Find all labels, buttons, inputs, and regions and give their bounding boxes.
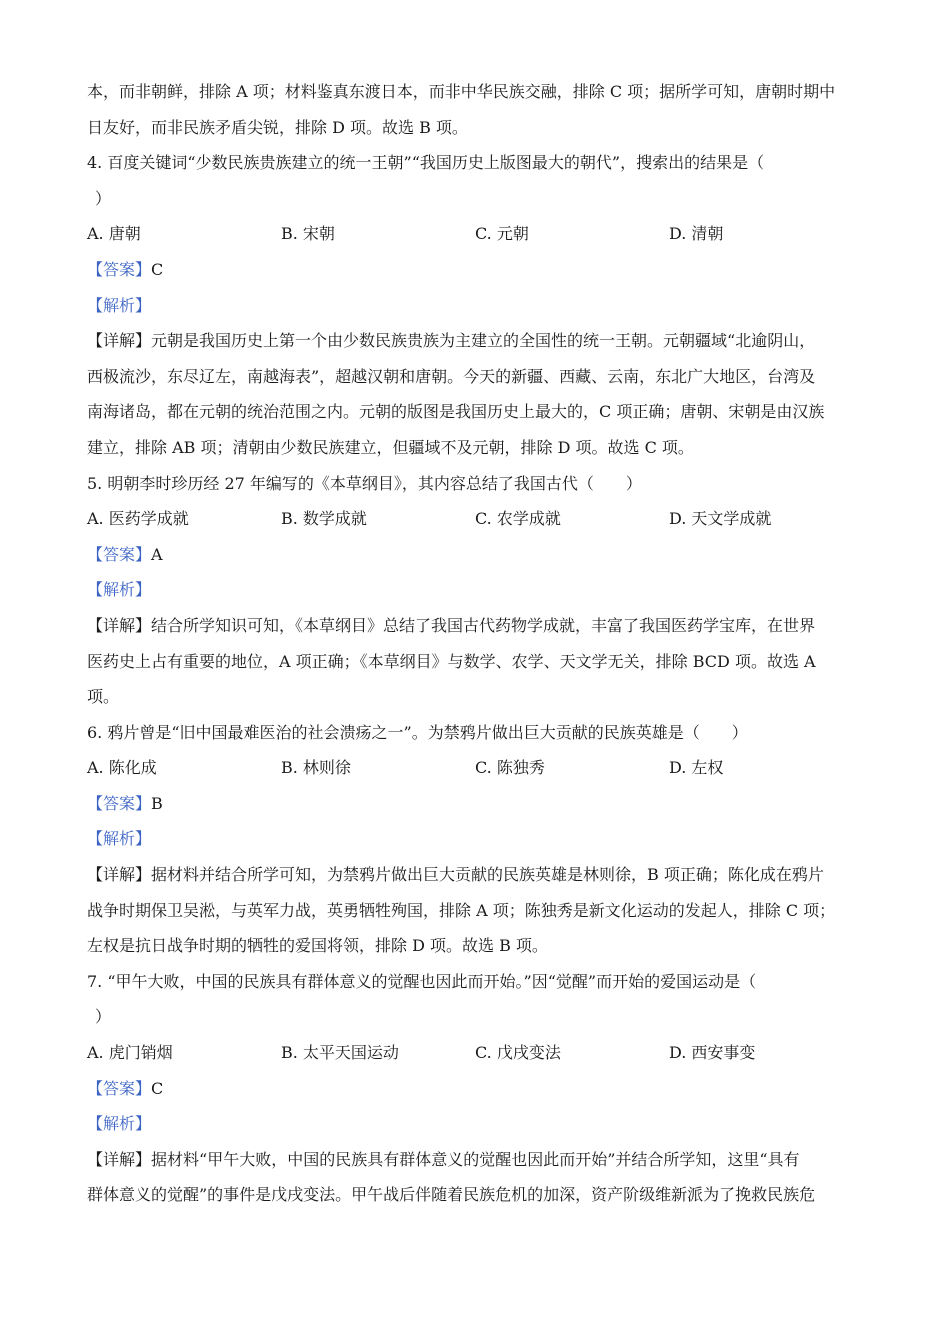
question-stem: 7. “甲午大败，中国的民族具有群体意义的觉醒也因此而开始。”因“觉醒”而开始的爱国运动是（ [87,971,757,991]
analysis-tag: 【解析】 [87,295,152,315]
analysis-tag: 【解析】 [87,1114,152,1134]
answer-value: B [151,793,163,813]
option-c: C. 陈独秀 [475,758,545,778]
detail-line: 西极流沙，东尽辽左，南越海表”，超越汉朝和唐朝。今天的新疆、西藏、云南，东北广大地区，台湾及 [87,366,816,386]
answer-tag: 【答案】 [87,259,152,279]
options-row [87,750,863,786]
question-6 [87,715,863,964]
option-c: C. 戊戌变法 [475,1043,561,1063]
detail-text: 元朝是我国历史上第一个由少数民族贵族为主建立的全国性的统一王朝。元朝疆域“北逾阴山， [151,331,816,351]
answer-value: A [151,544,163,564]
analysis-tag: 【解析】 [87,829,152,849]
answer-value: C [151,259,164,279]
question-stem: 6. 鸦片曾是“旧中国最难医治的社会溃疡之一”。为禁鸦片做出巨大贡献的民族英雄是（ ） [87,722,748,742]
option-d: D. 清朝 [669,224,724,244]
detail-line [87,323,863,359]
question-stem: ） [95,188,112,208]
document-page [87,74,863,1213]
detail-tag: 【详解】 [87,1149,152,1169]
detail-tag: 【详解】 [87,865,152,885]
detail-line: 医药史上占有重要的地位，A 项正确；《本草纲目》与数学、农学、天文学无关，排除 BCD 项。故选 A [87,651,816,671]
detail-line: 战争时期保卫吴淞，与英军力战，英勇牺牲殉国，排除 A 项；陈独秀是新文化运动的发起人，排除 C 项； [87,900,836,920]
answer-line [87,252,863,288]
option-a: A. 唐朝 [87,224,141,244]
options-row [87,501,863,537]
option-b: B. 数学成就 [281,509,367,529]
option-b: B. 林则徐 [281,758,351,778]
question-stem: 5. 明朝李时珍历经 27 年编写的《本草纲目》，其内容总结了我国古代（ ） [87,473,642,493]
option-d: D. 西安事变 [669,1043,756,1063]
answer-value: C [151,1078,164,1098]
analysis-tag: 【解析】 [87,580,152,600]
detail-line: 群体意义的觉醒”的事件是戊戌变法。甲午战后伴随着民族危机的加深，资产阶级维新派为了挽救民族危 [87,1185,816,1205]
option-a: A. 陈化成 [87,758,157,778]
detail-tag: 【详解】 [87,615,152,635]
detail-line: 项。 [87,687,120,707]
question-stem: ） [95,1007,112,1027]
detail-line: 左权是抗日战争时期的牺牲的爱国将领，排除 D 项。故选 B 项。 [87,936,548,956]
options-row [87,1035,863,1071]
option-a: A. 医药学成就 [87,509,189,529]
detail-line [87,857,863,893]
option-b: B. 太平天国运动 [281,1043,399,1063]
answer-line [87,537,863,573]
intro-line: 本，而非朝鲜，排除 A 项；材料鉴真东渡日本，而非中华民族交融，排除 C 项；据所学可知，唐朝时期中 [87,82,836,101]
detail-text: 据材料并结合所学可知，为禁鸦片做出巨大贡献的民族英雄是林则徐，B 项正确；陈化成在鸦片 [151,865,824,885]
question-5 [87,466,863,715]
detail-text: 据材料“甲午大败，中国的民族具有群体意义的觉醒也因此而开始”并结合所学知，这里“具有 [151,1149,800,1169]
option-c: C. 元朝 [475,224,529,244]
option-b: B. 宋朝 [281,224,335,244]
answer-tag: 【答案】 [87,1078,152,1098]
detail-line [87,608,863,644]
answer-tag: 【答案】 [87,793,152,813]
question-7 [87,964,863,1213]
detail-line: 南海诸岛，都在元朝的统治范围之内。元朝的版图是我国历史上最大的，C 项正确；唐朝、宋朝是由汉族 [87,402,825,422]
question-4 [87,145,863,465]
option-a: A. 虎门销烟 [87,1043,173,1063]
intro-line: 日友好，而非民族矛盾尖锐，排除 D 项。故选 B 项。 [87,117,468,137]
option-d: D. 左权 [669,758,724,778]
detail-tag: 【详解】 [87,331,152,351]
answer-line [87,786,863,822]
question-stem: 4. 百度关键词“少数民族贵族建立的统一王朝”“我国历史上版图最大的朝代”，搜索出的结果是（ [87,153,765,173]
option-d: D. 天文学成就 [669,509,772,529]
answer-tag: 【答案】 [87,544,152,564]
detail-line: 建立，排除 AB 项；清朝由少数民族建立，但疆域不及元朝，排除 D 项。故选 C 项。 [87,437,694,457]
detail-text: 结合所学知识可知，《本草纲目》总结了我国古代药物学成就，丰富了我国医药学宝库，在世界 [151,615,816,635]
answer-line [87,1071,863,1107]
option-c: C. 农学成就 [475,509,561,529]
detail-line [87,1142,863,1178]
options-row [87,216,863,252]
